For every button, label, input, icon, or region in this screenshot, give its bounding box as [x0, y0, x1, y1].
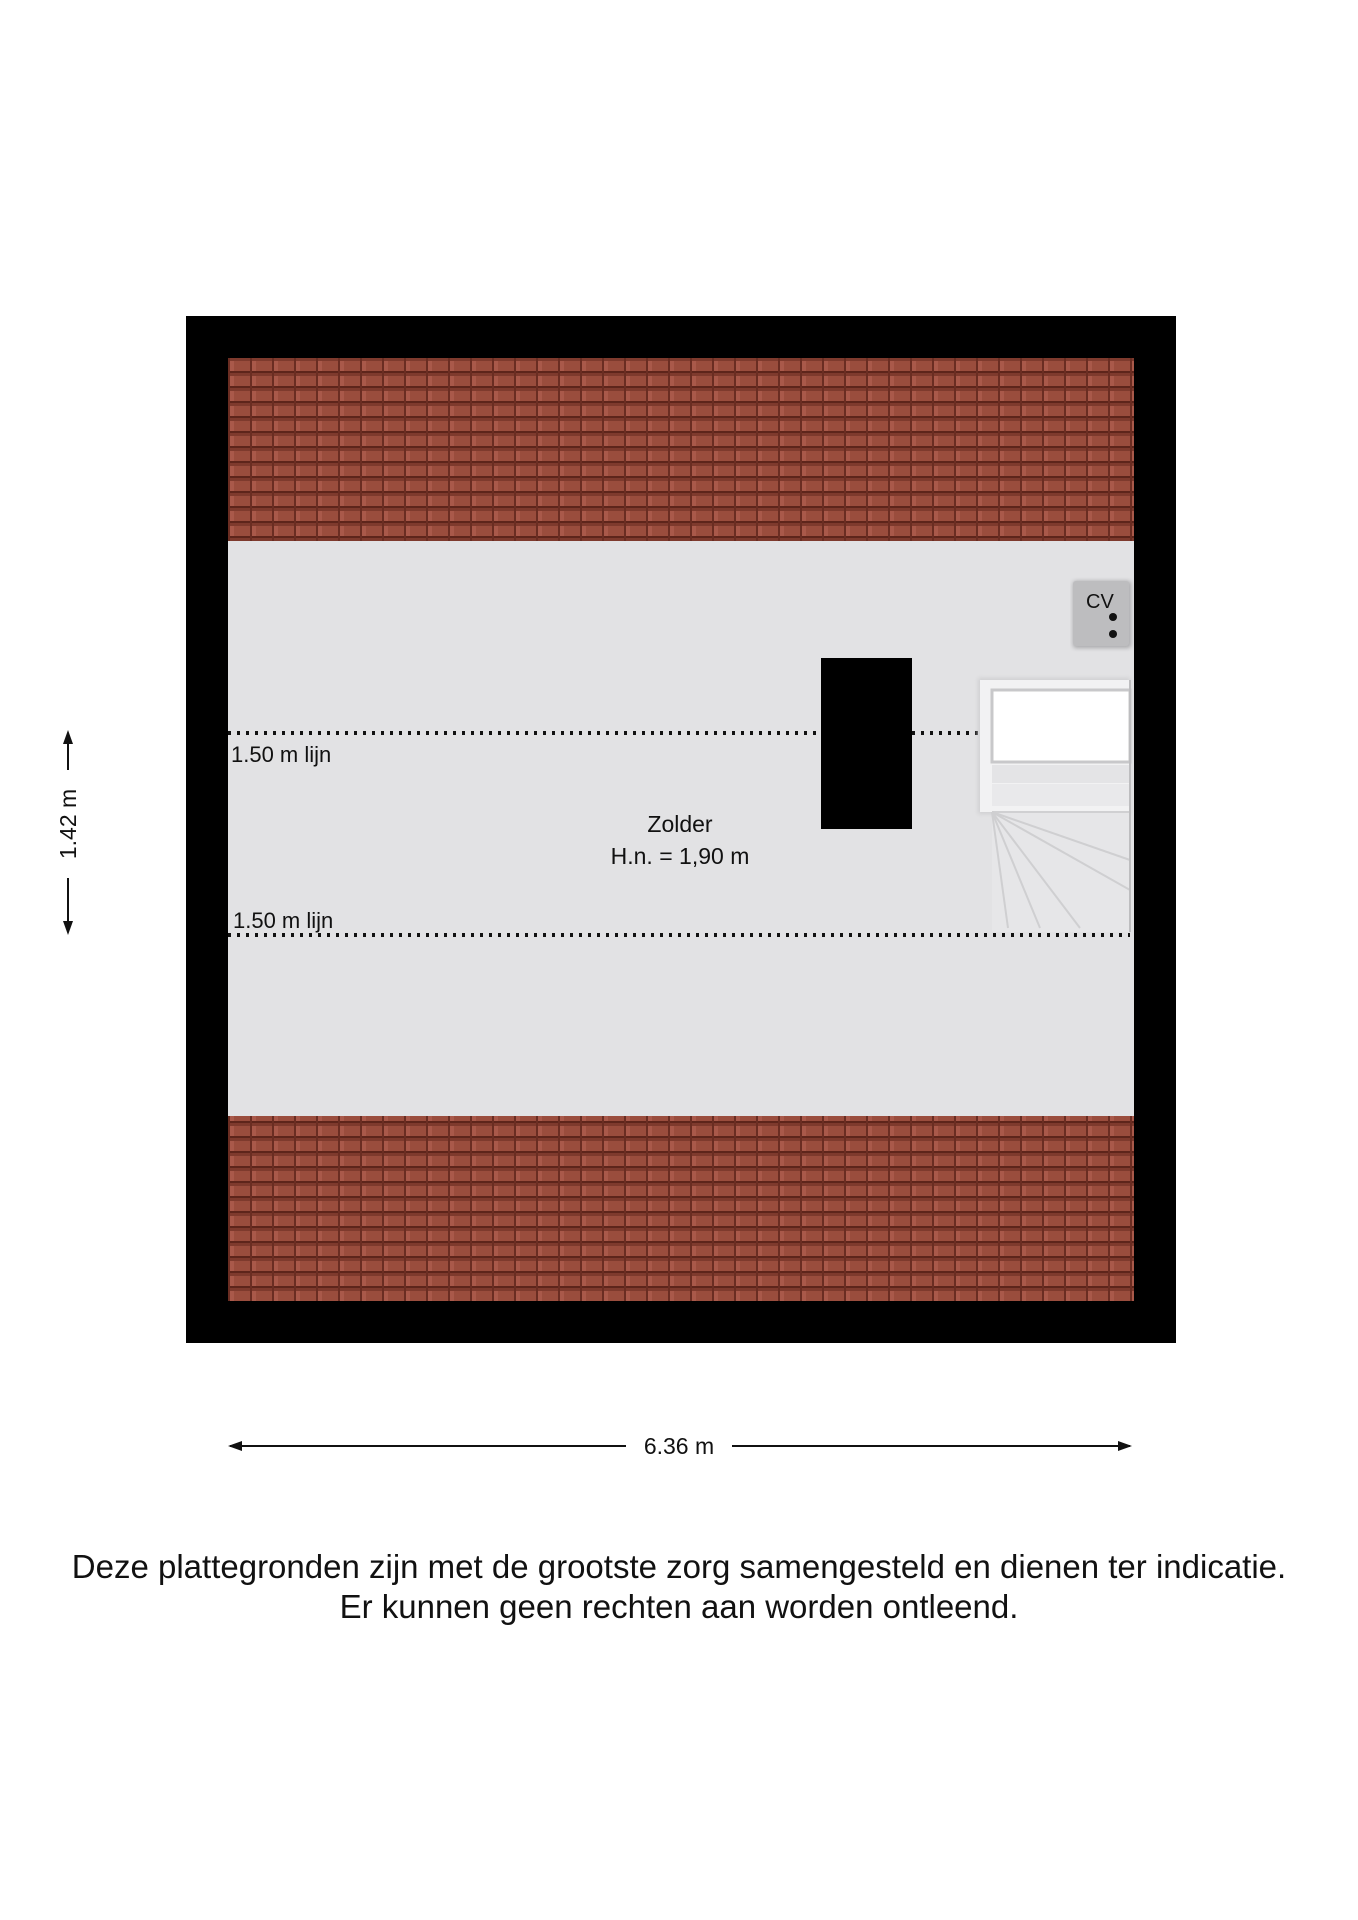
roof-tiles-top: [228, 358, 1134, 541]
height-line-bottom-label: 1.50 m lijn: [233, 908, 334, 933]
roof-tiles-bottom: [228, 1116, 1134, 1301]
room-name: Zolder: [647, 811, 713, 837]
staircase: [978, 678, 1130, 932]
disclaimer-line-2: Er kunnen geen rechten aan worden ontleend.: [339, 1588, 1019, 1625]
disclaimer-line-1: Deze plattegronden zijn met de grootste zorg samengesteld en dienen ter indicatie.: [71, 1548, 1287, 1585]
height-line-top-label: 1.50 m lijn: [231, 742, 332, 767]
boiler-label: CV: [1086, 591, 1114, 613]
room-height-note: H.n. = 1,90 m: [610, 843, 750, 869]
chimney-block: [821, 658, 912, 829]
vertical-dimension-label: 1.42 m: [55, 788, 81, 860]
horizontal-dimension-label: 6.36 m: [643, 1433, 715, 1459]
